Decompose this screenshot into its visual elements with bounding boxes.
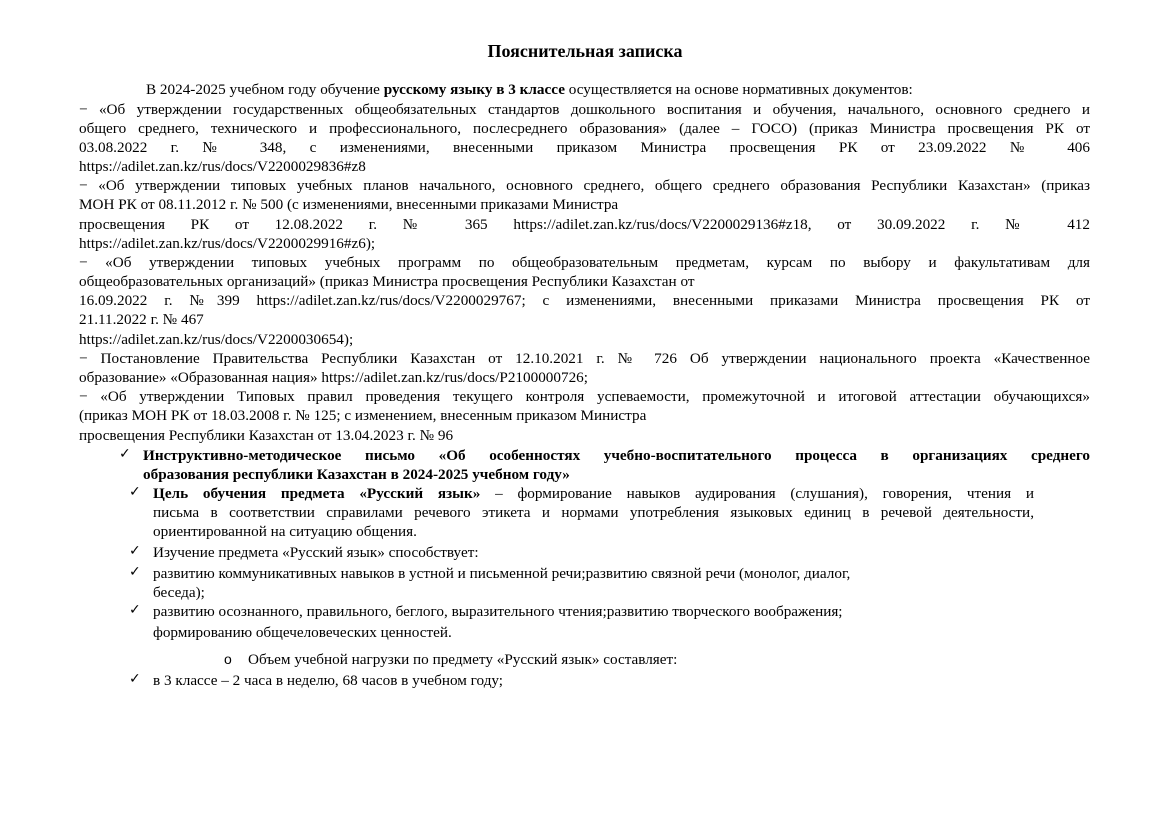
checkmark-icon: ✓ <box>129 484 141 500</box>
goal-line: письма в соответствии справилами речевого этикета и нормами употребления языковых единиц в речевой деятельности, <box>153 504 1034 521</box>
checkmark-icon: ✓ <box>129 564 141 580</box>
doc-line: общеобразовательных организаций» (приказ Министра просвещения Республики Казахстан от <box>79 273 695 290</box>
doc-line: − Постановление Правительства Республики Казахстан от 12.10.2021 г. № 726 Об утверждении национального проекта «Качественное <box>79 350 1090 367</box>
dev-line: развитию коммуникативных навыков в устной и письменной речи;развитию связной речи (монолог, диалог, <box>153 565 851 582</box>
goal-line: Цель обучения предмета «Русский язык» – формирование навыков аудирования (слушания), говорения, чтения и <box>153 485 1034 502</box>
doc-line: общего среднего, технического и профессионального, послесреднего образования» (далее – ГОСО) (приказ Министра просвещения РК от <box>79 120 1090 137</box>
doc-line: − «Об утверждении государственных общеобязательных стандартов дошкольного воспитания и обучения, начального, основного среднего и <box>79 101 1090 118</box>
doc-link: https://adilet.zan.kz/rus/docs/V2200030654); <box>79 331 354 348</box>
page-title: Пояснительная записка <box>487 41 683 61</box>
study-line: Изучение предмета «Русский язык» способствует: <box>153 544 479 561</box>
dev-line: развитию осознанного, правильного, беглого, выразительного чтения;развитию творческого воображения; <box>153 603 843 620</box>
doc-line: 03.08.2022 г. № 348, с изменениями, внесенными приказом Министра просвещения РК от 23.09.2022 № 406 <box>79 139 1090 156</box>
letter-title-line: образования республики Казахстан в 2024-2025 учебном году» <box>143 466 570 483</box>
doc-link: https://adilet.zan.kz/rus/docs/V2200029916#z6); <box>79 235 376 252</box>
checkmark-icon: ✓ <box>129 671 141 687</box>
intro-paragraph: В 2024-2025 учебном году обучение русскому языку в 3 классе осуществляется на основе нормативных документов: <box>146 81 913 98</box>
checkmark-icon: ✓ <box>129 602 141 618</box>
doc-link: https://adilet.zan.kz/rus/docs/V2200029836#z8 <box>79 158 366 175</box>
checkmark-icon: ✓ <box>129 543 141 559</box>
hours-line: в 3 классе – 2 часа в неделю, 68 часов в учебном году; <box>153 672 504 689</box>
doc-line: − «Об утверждении типовых учебных планов начального, основного среднего, общего среднего образования Республики Казахстан» (приказ <box>79 177 1090 194</box>
load-line: Объем учебной нагрузки по предмету «Русский язык» составляет: <box>248 651 678 668</box>
doc-line: − «Об утверждении типовых учебных программ по общеобразовательным предметам, курсам по выбору и факультативам для <box>79 254 1090 271</box>
doc-line: образование» «Образованная нация» https://adilet.zan.kz/rus/docs/P2100000726; <box>79 369 588 386</box>
doc-line: 16.09.2022 г. №399 https://adilet.zan.kz/rus/docs/V2200029767; с изменениями, внесенными приказами Министра просвещения РК от <box>79 292 1090 309</box>
dev-line: формированию общечеловеческих ценностей. <box>153 624 452 641</box>
goal-line: ориентированной на ситуацию общения. <box>153 523 417 540</box>
circle-bullet-icon: o <box>224 651 232 667</box>
checkmark-icon: ✓ <box>119 446 131 462</box>
doc-line: МОН РК от 08.11.2012 г. № 500 (с изменениями, внесенными приказами Министра <box>79 196 619 213</box>
doc-line: 21.11.2022 г. № 467 <box>79 311 204 328</box>
doc-line: просвещения РК от 12.08.2022 г. № 365 https://adilet.zan.kz/rus/docs/V2200029136#z18, от 30.09.2022 г. № 412 <box>79 216 1090 233</box>
letter-title-line: Инструктивно-методическое письмо «Об особенностях учебно-воспитательного процесса в организациях среднего <box>143 447 1090 464</box>
doc-line: − «Об утверждении Типовых правил проведения текущего контроля успеваемости, промежуточной и итоговой аттестации обучающихся» <box>79 388 1090 405</box>
dev-line: беседа); <box>153 584 205 601</box>
doc-line: просвещения Республики Казахстан от 13.04.2023 г. № 96 <box>79 427 454 444</box>
doc-line: (приказ МОН РК от 18.03.2008 г. № 125; с изменением, внесенным приказом Министра <box>79 407 647 424</box>
